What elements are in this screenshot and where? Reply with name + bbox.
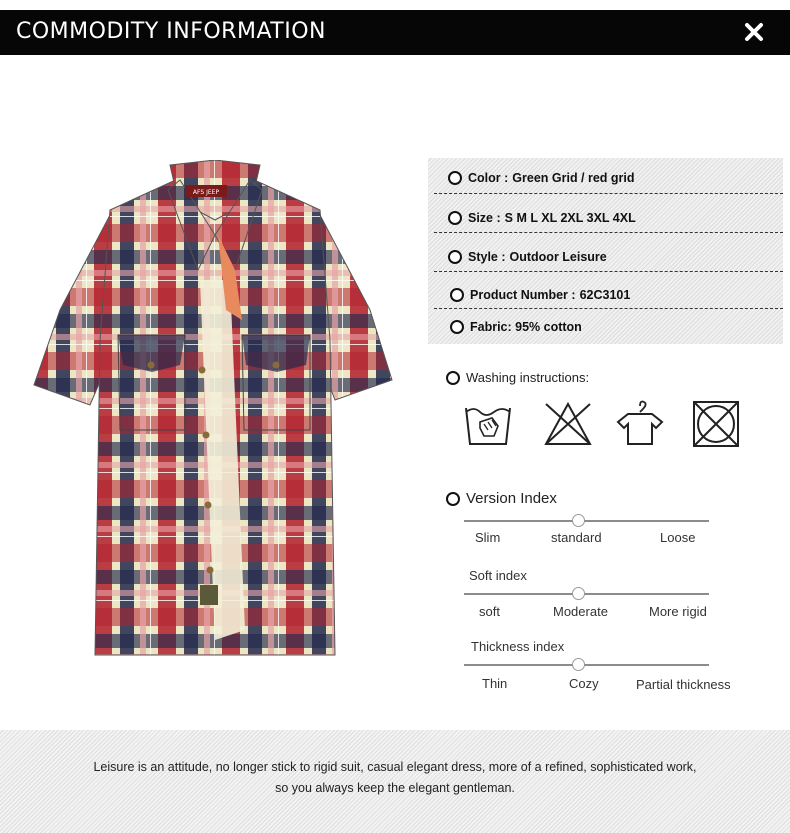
color-value: Green Grid / red grid — [512, 171, 635, 185]
style-label: Style : — [468, 250, 506, 264]
thickness-option-cozy: Cozy — [569, 676, 599, 691]
soft-option-moderate: Moderate — [553, 604, 608, 619]
footer-banner — [0, 730, 790, 833]
bullet-icon — [450, 288, 464, 302]
product-number-value: 62C3101 — [579, 288, 631, 302]
bullet-icon — [448, 171, 462, 185]
washing-title — [446, 370, 589, 385]
version-option-loose: Loose — [660, 530, 696, 545]
version-option-slim: Slim — [475, 530, 501, 545]
thickness-index-track — [464, 664, 709, 666]
soft-index-title: Soft index — [469, 568, 527, 583]
spec-color — [428, 170, 783, 186]
fabric-text: Fabric: 95% cotton — [470, 320, 582, 334]
bullet-icon — [446, 492, 460, 506]
plaid-shirt-image — [30, 160, 400, 660]
soft-option-more-rigid: More rigid — [649, 604, 707, 619]
page-title: COMMODITY INFORMATION — [16, 19, 326, 44]
version-index-title — [446, 490, 557, 507]
divider — [434, 232, 783, 233]
size-label: Size : — [468, 211, 501, 225]
version-index-track — [464, 520, 709, 522]
bullet-icon — [448, 250, 462, 264]
thickness-option-thin: Thin — [482, 676, 508, 691]
soft-option-soft: soft — [479, 604, 500, 619]
spec-fabric — [428, 319, 783, 335]
thickness-index-title: Thickness index — [471, 639, 565, 654]
bullet-icon — [446, 371, 460, 385]
close-icon[interactable] — [744, 22, 764, 42]
washing-title-text: Washing instructions: — [466, 370, 590, 385]
soft-index-knob[interactable] — [572, 587, 585, 600]
hang-dry-icon — [614, 398, 666, 450]
spec-product-number — [428, 287, 783, 303]
spec-panel — [428, 158, 783, 344]
brand-label: AFS JEEP — [192, 189, 220, 196]
divider — [434, 271, 783, 272]
spec-style — [428, 249, 783, 265]
version-index-knob[interactable] — [572, 514, 585, 527]
footer-line-2: so you always keep the elegant gentleman. — [275, 781, 515, 795]
thickness-option-partial-thickness: Partial thickness — [636, 677, 731, 692]
style-value: Outdoor Leisure — [509, 250, 607, 264]
bullet-icon — [448, 211, 462, 225]
product-number-label: Product Number : — [470, 288, 576, 302]
footer-line-1: Leisure is an attitude, no longer stick to rigid suit, casual elegant dress, more of a refined, sophisticated work, — [93, 760, 697, 774]
color-label: Color : — [468, 171, 509, 185]
divider — [434, 308, 783, 309]
no-tumble-dry-icon — [690, 398, 742, 450]
version-index-title-text: Version Index — [466, 490, 557, 507]
version-option-standard: standard — [551, 530, 602, 545]
divider — [434, 193, 783, 194]
spec-size — [428, 210, 783, 226]
no-bleach-icon — [542, 398, 594, 450]
thickness-index-knob[interactable] — [572, 658, 585, 671]
bullet-icon — [450, 320, 464, 334]
size-value: S M L XL 2XL 3XL 4XL — [504, 211, 636, 225]
hand-wash-icon — [462, 398, 514, 450]
header-bar — [0, 10, 790, 55]
soft-index-track — [464, 593, 709, 595]
